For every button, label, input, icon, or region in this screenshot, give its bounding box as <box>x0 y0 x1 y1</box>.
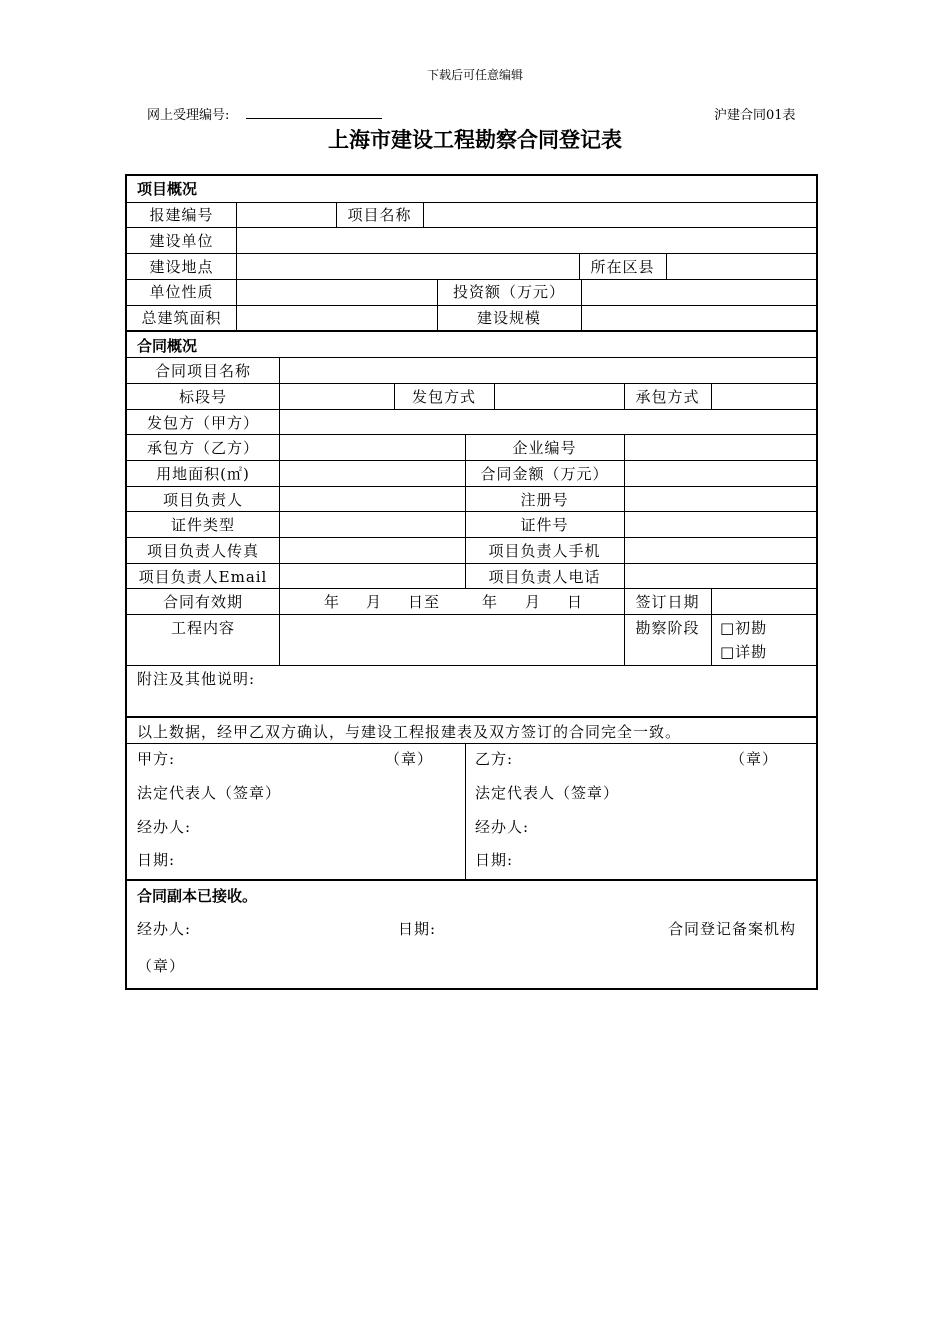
label-manager-phone: 项目负责人电话 <box>488 568 601 586</box>
label-survey-stage: 勘察阶段 <box>635 619 700 637</box>
label-reg-no: 注册号 <box>520 491 569 509</box>
label-contract-amount: 合同金额（万元） <box>480 465 609 483</box>
party-b-legal-rep: 法定代表人（签章） <box>475 784 620 802</box>
district-field[interactable] <box>667 254 815 279</box>
party-b-seal: （章） <box>730 750 779 768</box>
id-type-field[interactable] <box>280 512 464 537</box>
label-sign-date: 签订日期 <box>635 593 700 611</box>
contract-amount-field[interactable] <box>625 461 815 486</box>
party-a-field[interactable] <box>280 410 815 434</box>
party-a-handler: 经办人: <box>137 818 192 836</box>
reg-no-field[interactable] <box>625 487 815 511</box>
lot-no-field[interactable] <box>280 384 393 409</box>
party-a-sign-label: 甲方: <box>137 750 176 768</box>
manager-field[interactable] <box>280 487 464 511</box>
label-investment: 投资额（万元） <box>452 283 565 301</box>
label-total-area: 总建筑面积 <box>141 309 222 327</box>
label-issue-method: 发包方式 <box>411 388 476 406</box>
receipt-agency: 合同登记备案机构 <box>668 920 797 938</box>
total-area-field[interactable] <box>237 306 436 330</box>
page-title: 上海市建设工程勘察合同登记表 <box>328 128 622 152</box>
party-a-date: 日期: <box>137 851 176 869</box>
report-no-field[interactable] <box>237 203 335 227</box>
receipt-seal: （章） <box>137 957 186 975</box>
section-divider <box>127 330 816 332</box>
party-b-date: 日期: <box>475 851 514 869</box>
work-content-field[interactable] <box>280 615 623 665</box>
party-b-handler: 经办人: <box>475 818 530 836</box>
validity-year-1: 年 <box>324 593 341 611</box>
label-manager-fax: 项目负责人传真 <box>146 542 259 560</box>
land-area-field[interactable] <box>280 461 464 486</box>
builder-field[interactable] <box>237 228 815 253</box>
label-id-type: 证件类型 <box>170 516 235 534</box>
label-party-b: 承包方（乙方） <box>146 439 259 457</box>
remarks-field[interactable] <box>128 691 815 715</box>
label-location: 建设地点 <box>149 258 214 276</box>
label-id-no: 证件号 <box>520 516 569 534</box>
manager-mobile-field[interactable] <box>625 538 815 563</box>
party-b-sign-label: 乙方: <box>475 750 514 768</box>
party-b-field[interactable] <box>280 435 464 460</box>
label-project-name: 项目名称 <box>347 206 412 224</box>
manager-fax-field[interactable] <box>280 538 464 563</box>
label-remarks: 附注及其他说明: <box>137 670 256 688</box>
row-divider <box>127 665 816 666</box>
row-divider <box>127 743 816 744</box>
label-manager: 项目负责人 <box>162 491 243 509</box>
receipt-title: 合同副本已接收。 <box>137 887 258 905</box>
confirm-statement: 以上数据，经甲乙双方确认，与建设工程报建表及双方签订的合同完全一致。 <box>137 723 682 741</box>
label-manager-email: 项目负责人Email <box>138 568 268 586</box>
receipt-date: 日期: <box>398 920 437 938</box>
id-no-field[interactable] <box>625 512 815 537</box>
label-validity: 合同有效期 <box>162 593 243 611</box>
validity-day-2: 日 <box>567 593 584 611</box>
label-district: 所在区县 <box>590 258 655 276</box>
label-builder: 建设单位 <box>149 232 214 250</box>
manager-phone-field[interactable] <box>625 564 815 588</box>
label-unit-nature: 单位性质 <box>149 283 214 301</box>
label-contract-project-name: 合同项目名称 <box>154 362 251 380</box>
col-divider <box>465 743 466 879</box>
unit-nature-field[interactable] <box>237 280 436 305</box>
receipt-handler: 经办人: <box>137 920 192 938</box>
section-project-overview: 项目概况 <box>137 180 198 198</box>
manager-email-field[interactable] <box>280 564 464 588</box>
checkbox-preliminary-survey[interactable]: □初勘 <box>720 619 768 637</box>
validity-month-2: 月 <box>525 593 542 611</box>
project-name-field[interactable] <box>424 203 815 227</box>
party-a-legal-rep: 法定代表人（签章） <box>137 784 282 802</box>
party-a-seal: （章） <box>385 750 434 768</box>
label-party-a: 发包方（甲方） <box>146 414 259 432</box>
issue-method-field[interactable] <box>495 384 623 409</box>
label-manager-mobile: 项目负责人手机 <box>488 542 601 560</box>
col-divider <box>465 434 466 588</box>
validity-month-1: 月 <box>366 593 383 611</box>
label-work-content: 工程内容 <box>170 619 235 637</box>
form-number: 沪建合同01表 <box>714 108 796 123</box>
online-receipt-label: 网上受理编号: <box>147 108 230 123</box>
registration-form <box>125 174 818 990</box>
sign-date-field[interactable] <box>712 589 815 614</box>
label-enterprise-no: 企业编号 <box>512 439 577 457</box>
section-divider <box>127 716 816 718</box>
section-divider <box>127 879 816 881</box>
checkbox-detailed-survey[interactable]: □详勘 <box>720 643 768 661</box>
label-report-no: 报建编号 <box>149 206 214 224</box>
enterprise-no-field[interactable] <box>625 435 815 460</box>
scale-field[interactable] <box>582 306 815 330</box>
investment-field[interactable] <box>582 280 815 305</box>
download-note: 下载后可任意编辑 <box>426 68 523 82</box>
contract-project-name-field[interactable] <box>280 358 815 383</box>
label-land-area: 用地面积(㎡) <box>156 465 250 483</box>
validity-day-to: 日至 <box>408 593 441 611</box>
section-contract-overview: 合同概况 <box>137 337 198 355</box>
accept-method-field[interactable] <box>712 384 815 409</box>
label-scale: 建设规模 <box>476 309 541 327</box>
label-accept-method: 承包方式 <box>635 388 700 406</box>
validity-year-2: 年 <box>482 593 499 611</box>
label-lot-no: 标段号 <box>178 388 227 406</box>
location-field[interactable] <box>237 254 578 279</box>
online-receipt-blank[interactable] <box>246 118 382 119</box>
